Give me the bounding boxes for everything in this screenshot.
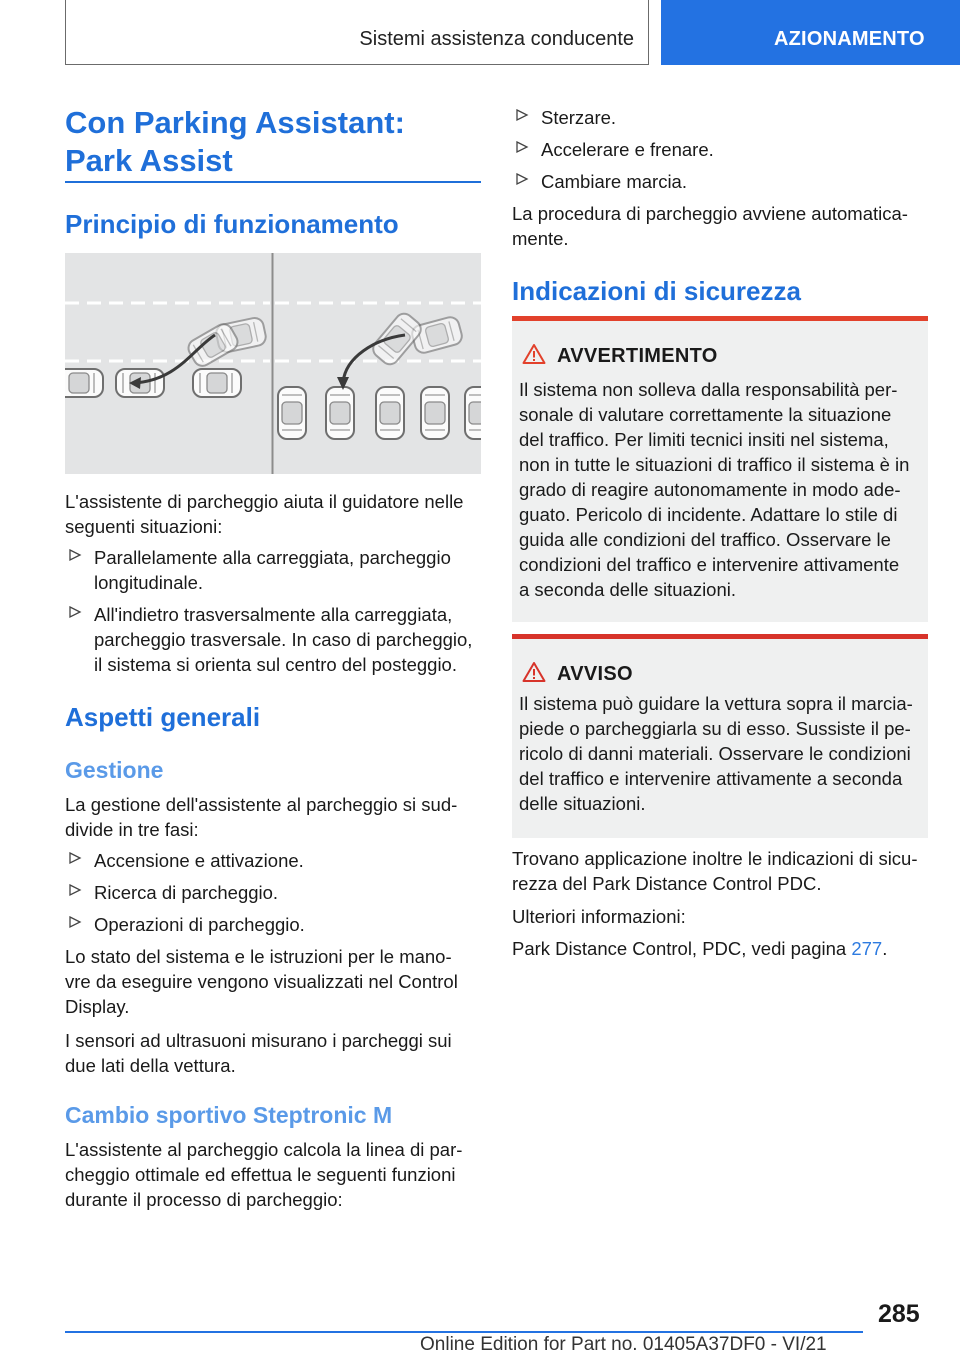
warning-box	[512, 316, 928, 622]
list-item	[512, 105, 928, 130]
sensor-line-1: I sensori ad ultrasuoni misurano i parcheggi sui	[65, 1030, 452, 1051]
triangle-right-outline-icon	[68, 548, 82, 562]
header-chapter-tab[interactable]	[661, 0, 960, 65]
list-item	[65, 848, 481, 873]
situation-1-line-2: longitudinale.	[94, 572, 204, 593]
heading-general: Aspetti generali	[65, 702, 261, 732]
page-link-277[interactable]: 277	[851, 938, 883, 959]
footer-edition: Online Edition for Part no. 01405A37DF0 - VI/21	[420, 1334, 827, 1355]
status-line-1: Lo stato del sistema e le istruzioni per le mano-	[65, 946, 452, 967]
intro-line-1: L'assistente di parcheggio aiuta il guidatore nelle	[65, 491, 464, 512]
warning-line-2: sonale di valutare correttamente la situazione	[519, 404, 892, 425]
page-title	[65, 104, 481, 180]
sensor-paragraph	[65, 1028, 481, 1078]
steptronic-line-1: L'assistente al parcheggio calcola la linea di par-	[65, 1139, 463, 1160]
more-line-1: Trovano applicazione inoltre le indicazioni di sicu-	[512, 848, 918, 869]
situation-2-line-2: parcheggio trasversale. In caso di parcheggio,	[94, 629, 473, 650]
triangle-right-outline-icon	[68, 915, 82, 929]
warning-line-3: del traffico. Per limiti tecnici insiti nel sistema,	[519, 429, 889, 450]
more-safety-paragraph	[512, 846, 928, 896]
situation-1-line-1: Parallelamente alla carreggiata, parcheggio	[94, 547, 451, 568]
heading-management: Gestione	[65, 757, 164, 783]
status-paragraph	[65, 944, 481, 1019]
situation-2-line-3: il sistema si orienta sul centro del posteggio.	[94, 654, 457, 675]
status-line-2: vre da eseguire vengono visualizzati nel Control	[65, 971, 458, 992]
page-number: 285	[878, 1300, 920, 1328]
situation-2-line-1: All'indietro trasversalmente alla carreggiata,	[94, 604, 453, 625]
steptronic-paragraph	[65, 1137, 481, 1212]
steptronic-line-2: cheggio ottimale ed effettua le seguenti funzioni	[65, 1164, 456, 1185]
list-item	[512, 169, 928, 194]
list-item	[65, 880, 481, 905]
phase-1: Accensione e attivazione.	[94, 850, 304, 871]
function-2: Accelerare e frenare.	[541, 139, 714, 160]
notice-line-1: Il sistema può guidare la vettura sopra il marcia-	[519, 693, 913, 714]
management-line-1: La gestione dell'assistente al parcheggio si sud-	[65, 794, 458, 815]
pdc-reference-text: Park Distance Control, PDC, vedi pagina	[512, 938, 852, 959]
management-paragraph	[65, 792, 481, 842]
header-section-title: Sistemi assistenza conducente	[359, 28, 634, 50]
notice-line-3: ricolo di danni materiali. Osservare le condizioni	[519, 743, 911, 764]
list-item	[65, 545, 481, 595]
page-title-line-2: Park Assist	[65, 143, 233, 178]
notice-bar	[512, 634, 928, 639]
parking-scenarios-svg	[65, 253, 481, 474]
warning-line-5: grado di reagire autonomamente in modo ade-	[519, 479, 901, 500]
automatic-line-2: mente.	[512, 228, 569, 249]
automatic-paragraph	[512, 201, 928, 251]
steptronic-line-3: durante il processo di parcheggio:	[65, 1189, 343, 1210]
notice-line-2: piede o parcheggiarla su di esso. Sussiste il pe-	[519, 718, 911, 739]
intro-paragraph	[65, 489, 481, 539]
warning-line-8: condizioni del traffico e intervenire attivamente	[519, 554, 900, 575]
notice-title: AVVISO	[557, 663, 633, 685]
list-item	[512, 137, 928, 162]
footer-rule	[65, 1331, 863, 1333]
triangle-right-outline-icon	[515, 172, 529, 186]
more-line-2: rezza del Park Distance Control PDC.	[512, 873, 822, 894]
further-info: Ulteriori informazioni:	[512, 906, 686, 927]
list-item	[65, 602, 481, 677]
notice-box	[512, 634, 928, 838]
notice-line-4: del traffico e intervenire attivamente a seconda	[519, 768, 903, 789]
warning-triangle-icon	[522, 661, 546, 683]
page-title-line-1: Con Parking Assistant:	[65, 105, 405, 140]
triangle-right-outline-icon	[68, 605, 82, 619]
pdc-reference	[512, 936, 928, 961]
automatic-line-1: La procedura di parcheggio avviene automatica-	[512, 203, 908, 224]
sensor-line-2: due lati della vettura.	[65, 1055, 236, 1076]
warning-line-1: Il sistema non solleva dalla responsabilità per-	[519, 379, 898, 400]
heading-safety: Indicazioni di sicurezza	[512, 276, 801, 306]
function-3: Cambiare marcia.	[541, 171, 687, 192]
warning-text	[519, 377, 925, 602]
triangle-right-outline-icon	[515, 140, 529, 154]
triangle-right-outline-icon	[515, 108, 529, 122]
pdc-reference-end: .	[882, 938, 888, 959]
management-line-2: divide in tre fasi:	[65, 819, 199, 840]
title-rule	[65, 181, 481, 183]
phase-2: Ricerca di parcheggio.	[94, 882, 279, 903]
warning-triangle-icon	[522, 343, 546, 365]
phase-3: Operazioni di parcheggio.	[94, 914, 305, 935]
warning-title: AVVERTIMENTO	[557, 345, 718, 367]
function-1: Sterzare.	[541, 107, 617, 128]
notice-line-5: delle situazioni.	[519, 793, 646, 814]
triangle-right-outline-icon	[68, 851, 82, 865]
warning-line-7: guida alle condizioni del traffico. Osservare le	[519, 529, 891, 550]
header-section-box	[65, 0, 649, 65]
triangle-right-outline-icon	[68, 883, 82, 897]
header-chapter-label: AZIONAMENTO	[774, 28, 925, 50]
warning-line-9: a seconda delle situazioni.	[519, 579, 737, 600]
intro-line-2: seguenti situazioni:	[65, 516, 223, 537]
heading-steptronic: Cambio sportivo Steptronic M	[65, 1102, 393, 1128]
warning-line-6: guato. Pericolo di incidente. Adattare lo stile di	[519, 504, 898, 525]
warning-bar	[512, 316, 928, 321]
heading-principle: Principio di funzionamento	[65, 209, 399, 239]
list-item	[65, 912, 481, 937]
warning-line-4: non in tutte le situazioni di traffico il sistema è in	[519, 454, 910, 475]
parking-illustration	[65, 253, 481, 474]
notice-text	[519, 691, 925, 816]
status-line-3: Display.	[65, 996, 130, 1017]
